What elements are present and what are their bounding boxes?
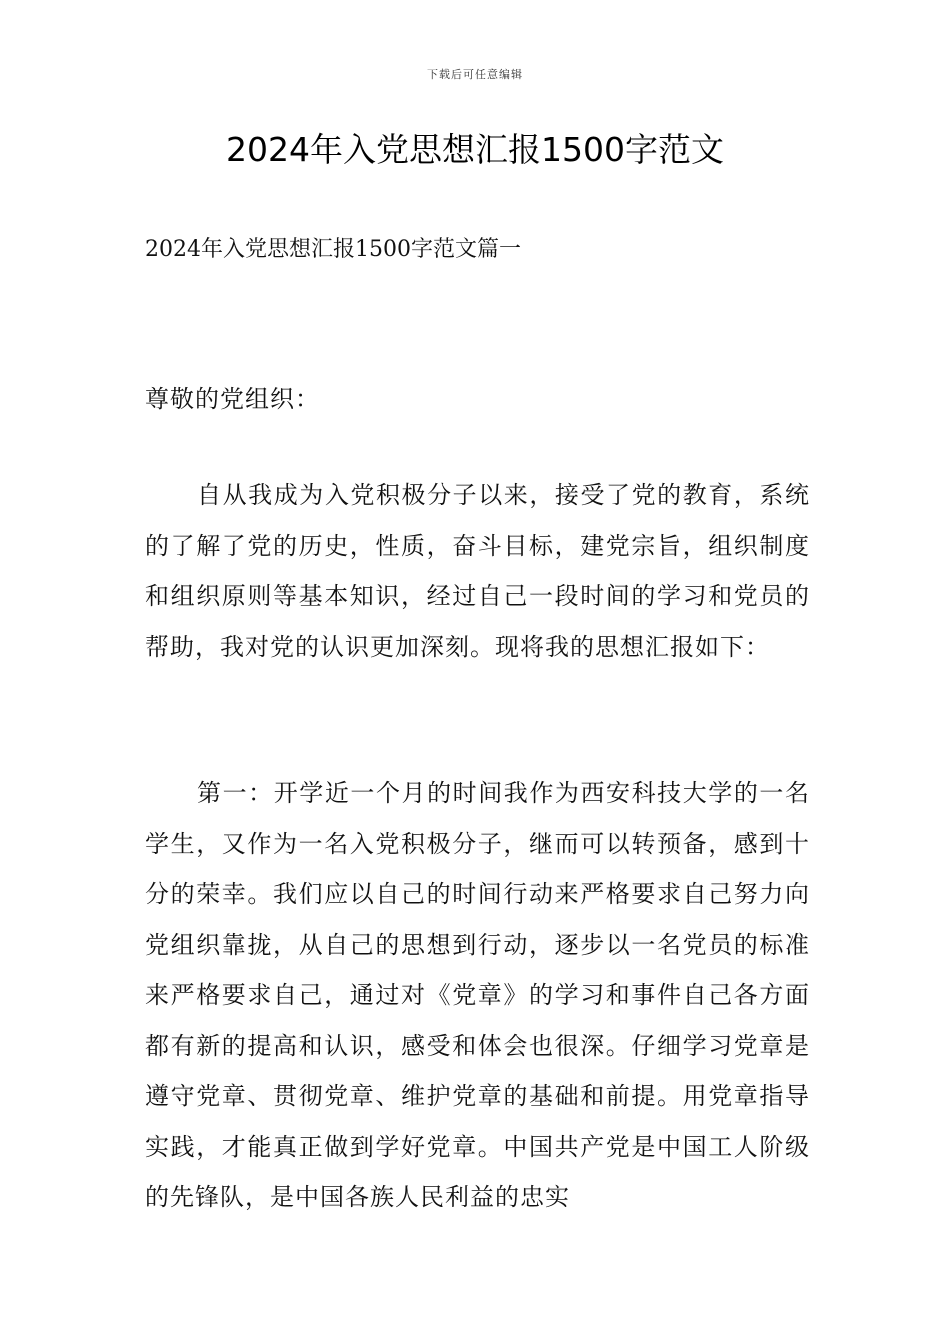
section-heading: 2024年入党思想汇报1500字范文篇一 [145,237,521,262]
body-paragraph: 第一：开学近一个月的时间我作为西安科技大学的一名学生，又作为一名入党积极分子，继而可以转预备，感到十分的荣幸。我们应以自己的时间行动来严格要求自己努力向党组织靠拢，从自己的思想到行动，逐步以一名党员的标准来严格要求自己，通过对《党章》的学习和事件自己各方面都有新的提高和认识，感受和体会也很深。仔细学习党章是遵守党章、贯彻党章、维护党章的基础和前提。用党章指导实践，才能真正做到学好党章。中国共产党是中国工人阶级的先锋队，是中国各族人民利益的忠实 [145,779,810,1211]
body-paragraph: 自从我成为入党积极分子以来，接受了党的教育，系统的了解了党的历史，性质，奋斗目标，建党宗旨，组织制度和组织原则等基本知识，经过自己一段时间的学习和党员的帮助，我对党的认识更加深刻。现将我的思想汇报如下： [145,481,810,661]
header-note: 下载后可任意编辑 [427,68,523,81]
salutation: 尊敬的党组织： [145,385,320,413]
document-title: 2024年入党思想汇报1500字范文 [226,130,724,169]
